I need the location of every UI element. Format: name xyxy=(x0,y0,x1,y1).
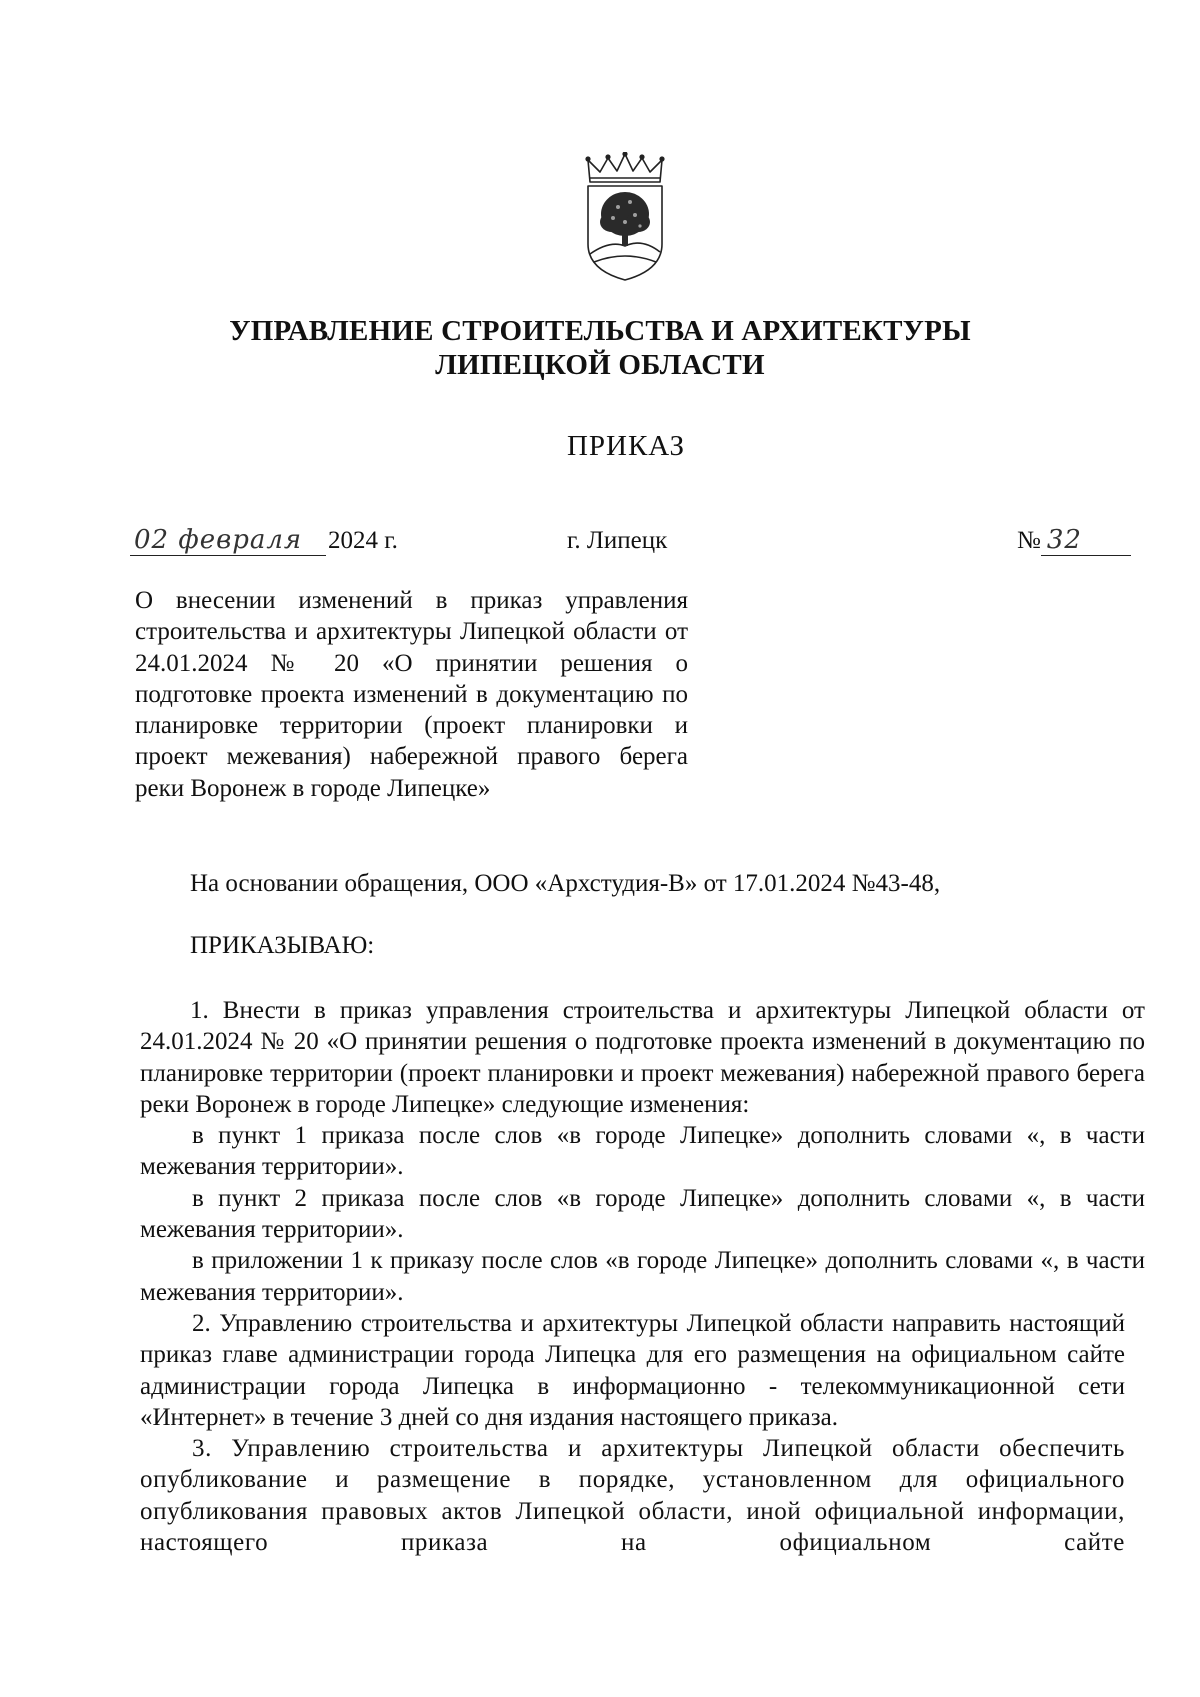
organization-title-line-1: УПРАВЛЕНИЕ СТРОИТЕЛЬСТВА И АРХИТЕКТУРЫ xyxy=(229,315,971,347)
paragraph-2: 2. Управлению строительства и архитектуры Липецкой области направить настоящий приказ главе администрации города Липецка для его размещения на официальном сайте администрации города Липецка в информационно - телекоммуникационной сети «Интернет» в течение 3 дней со дня издания настоящего приказа. xyxy=(140,1309,1125,1431)
paragraph-1-sub-3: в приложении 1 к приказу после слов «в городе Липецке» дополнить словами «, в части межевания территории». xyxy=(140,1247,1145,1306)
document-city: г. Липецк xyxy=(567,527,668,554)
order-word: ПРИКАЗЫВАЮ: xyxy=(190,932,375,959)
date-handwritten: 02 февраля xyxy=(130,525,326,556)
date-year: 2024 г. xyxy=(328,527,398,554)
paragraph-1-sub-2: в пункт 2 приказа после слов «в городе Липецке» дополнить словами «, в части межевания территории». xyxy=(140,1184,1145,1244)
document-type-title: ПРИКАЗ xyxy=(566,430,686,462)
paragraph-1: 1. Внести в приказ управления строительства и архитектуры Липецкой области от 24.01.2024 № 20 «О принятии решения о подготовке проекта изменений в документацию по планировке территории (проект планировки и проект межевания) набережной правого берега реки Воронеж в городе Липецке» следующие изменения: xyxy=(140,997,1145,1118)
document-date xyxy=(130,525,398,556)
number-label: № xyxy=(1017,527,1041,554)
paragraph-1-sub-1: в пункт 1 приказа после слов «в городе Липецке» дополнить словами «, в части межевания территории». xyxy=(140,1122,1145,1181)
document-body xyxy=(140,995,1145,1558)
basis-statement: На основании обращения, ООО «Архстудия-В» от 17.01.2024 №43-48, xyxy=(190,870,941,897)
document-subject: О внесении изменений в приказ управления строительства и архитектуры Липецкой области от 24.01.2024 № 20 «О принятии решения о подготовке проекта изменений в документацию по планировке территории (проект планировки и проект межевания) набережной правого берега реки Воронеж в городе Липецке» xyxy=(135,587,688,802)
coat-of-arms-emblem xyxy=(580,152,670,282)
document-number xyxy=(1017,525,1131,556)
organization-title-line-2: ЛИПЕЦКОЙ ОБЛАСТИ xyxy=(435,349,765,381)
number-handwritten: 32 xyxy=(1041,525,1131,556)
paragraph-3: 3. Управлению строительства и архитектуры Липецкой области обеспечить опубликование и размещение в порядке, установленном для официального опубликования правовых актов Липецкой области, иной официальной информации, настоящего приказа на официальном сайте xyxy=(140,1435,1125,1557)
